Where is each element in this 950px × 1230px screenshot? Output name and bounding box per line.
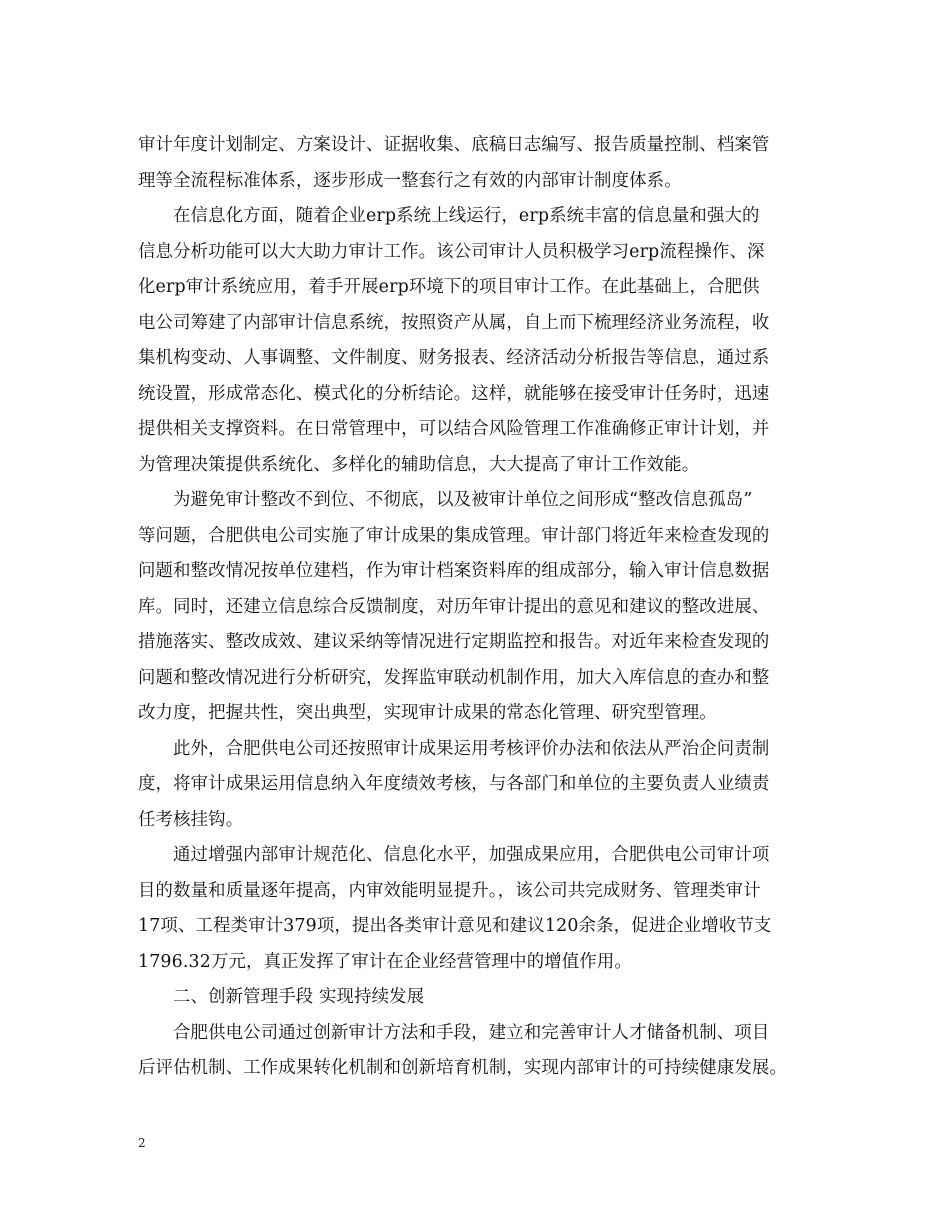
text-line: 后评估机制、工作成果转化机制和创新培育机制，实现内部审计的可持续健康发展。 (138, 1058, 788, 1078)
text-line: 措施落实、整改成效、建议采纳等情况进行定期监控和报告。对近年来检查发现的 (138, 632, 770, 652)
text-line: 审计年度计划制定、方案设计、证据收集、底稿日志编写、报告质量控制、档案管 (138, 135, 770, 155)
text-line: 信息分析功能可以大大助力审计工作。该公司审计人员积极学习erp流程操作、深 (138, 241, 765, 262)
text-line: 合肥供电公司通过创新审计方法和手段，建立和完善审计人才储备机制、项目 (173, 1022, 770, 1043)
text-line: 17项、工程类审计379项，提出各类审计意见和建议120余条，促进企业增收节支 (138, 916, 772, 936)
text-line: 集机构变动、人事调整、文件制度、财务报表、经济活动分析报告等信息，通过系 (138, 348, 770, 368)
text-line: 度，将审计成果运用信息纳入年度绩效考核，与各部门和单位的主要负责人业绩责 (138, 774, 770, 794)
text-line: 统设置，形成常态化、模式化的分析结论。这样，就能够在接受审计任务时，迅速 (138, 383, 770, 404)
text-line: 任考核挂钩。 (138, 809, 244, 830)
text-line: 化erp审计系统应用，着手开展erp环境下的项目审计工作。在此基础上，合肥供 (138, 277, 760, 297)
text-line: 提供相关支撑资料。在日常管理中，可以结合风险管理工作准确修正审计计划，并 (138, 419, 770, 439)
text-line: 理等全流程标准体系，逐步形成一整套行之有效的内部审计制度体系。 (138, 170, 682, 191)
body-text (138, 128, 824, 1087)
text-line: 二、创新管理手段 实现持续发展 (173, 987, 425, 1007)
text-line: 问题和整改情况进行分析研究，发挥监审联动机制作用，加大入库信息的查办和整 (138, 667, 770, 688)
text-line: 通过增强内部审计规范化、信息化水平，加强成果应用，合肥供电公司审计项 (173, 845, 770, 865)
text-line: 为避免审计整改不到位、不彻底，以及被审计单位之间形成“整改信息孤岛” (173, 490, 753, 510)
text-line: 1796.32万元，真正发挥了审计在企业经营管理中的增值作用。 (138, 951, 632, 972)
text-line: 改力度，把握共性，突出典型，实现审计成果的常态化管理、研究型管理。 (138, 703, 717, 723)
text-line: 此外，合肥供电公司还按照审计成果运用考核评价办法和依法从严治企问责制 (173, 738, 770, 759)
text-line: 等问题，合肥供电公司实施了审计成果的集成管理。审计部门将近年来检查发现的 (138, 525, 770, 546)
text-line: 为管理决策提供系统化、多样化的辅助信息，大大提高了审计工作效能。 (138, 454, 700, 475)
text-line: 在信息化方面，随着企业erp系统上线运行，erp系统丰富的信息量和强大的 (173, 206, 760, 226)
text-line: 目的数量和质量逐年提高，内审效能明显提升。，该公司共完成财务、管理类审计 (138, 880, 761, 901)
page-number: 2 (138, 1136, 146, 1150)
text-line: 库。同时，还建立信息综合反馈制度，对历年审计提出的意见和建议的整改进展、 (138, 596, 770, 617)
text-line: 问题和整改情况按单位建档，作为审计档案资料库的组成部分，输入审计信息数据 (138, 561, 770, 581)
text-line: 电公司筹建了内部审计信息系统，按照资产从属，自上而下梳理经济业务流程，收 (138, 312, 770, 333)
